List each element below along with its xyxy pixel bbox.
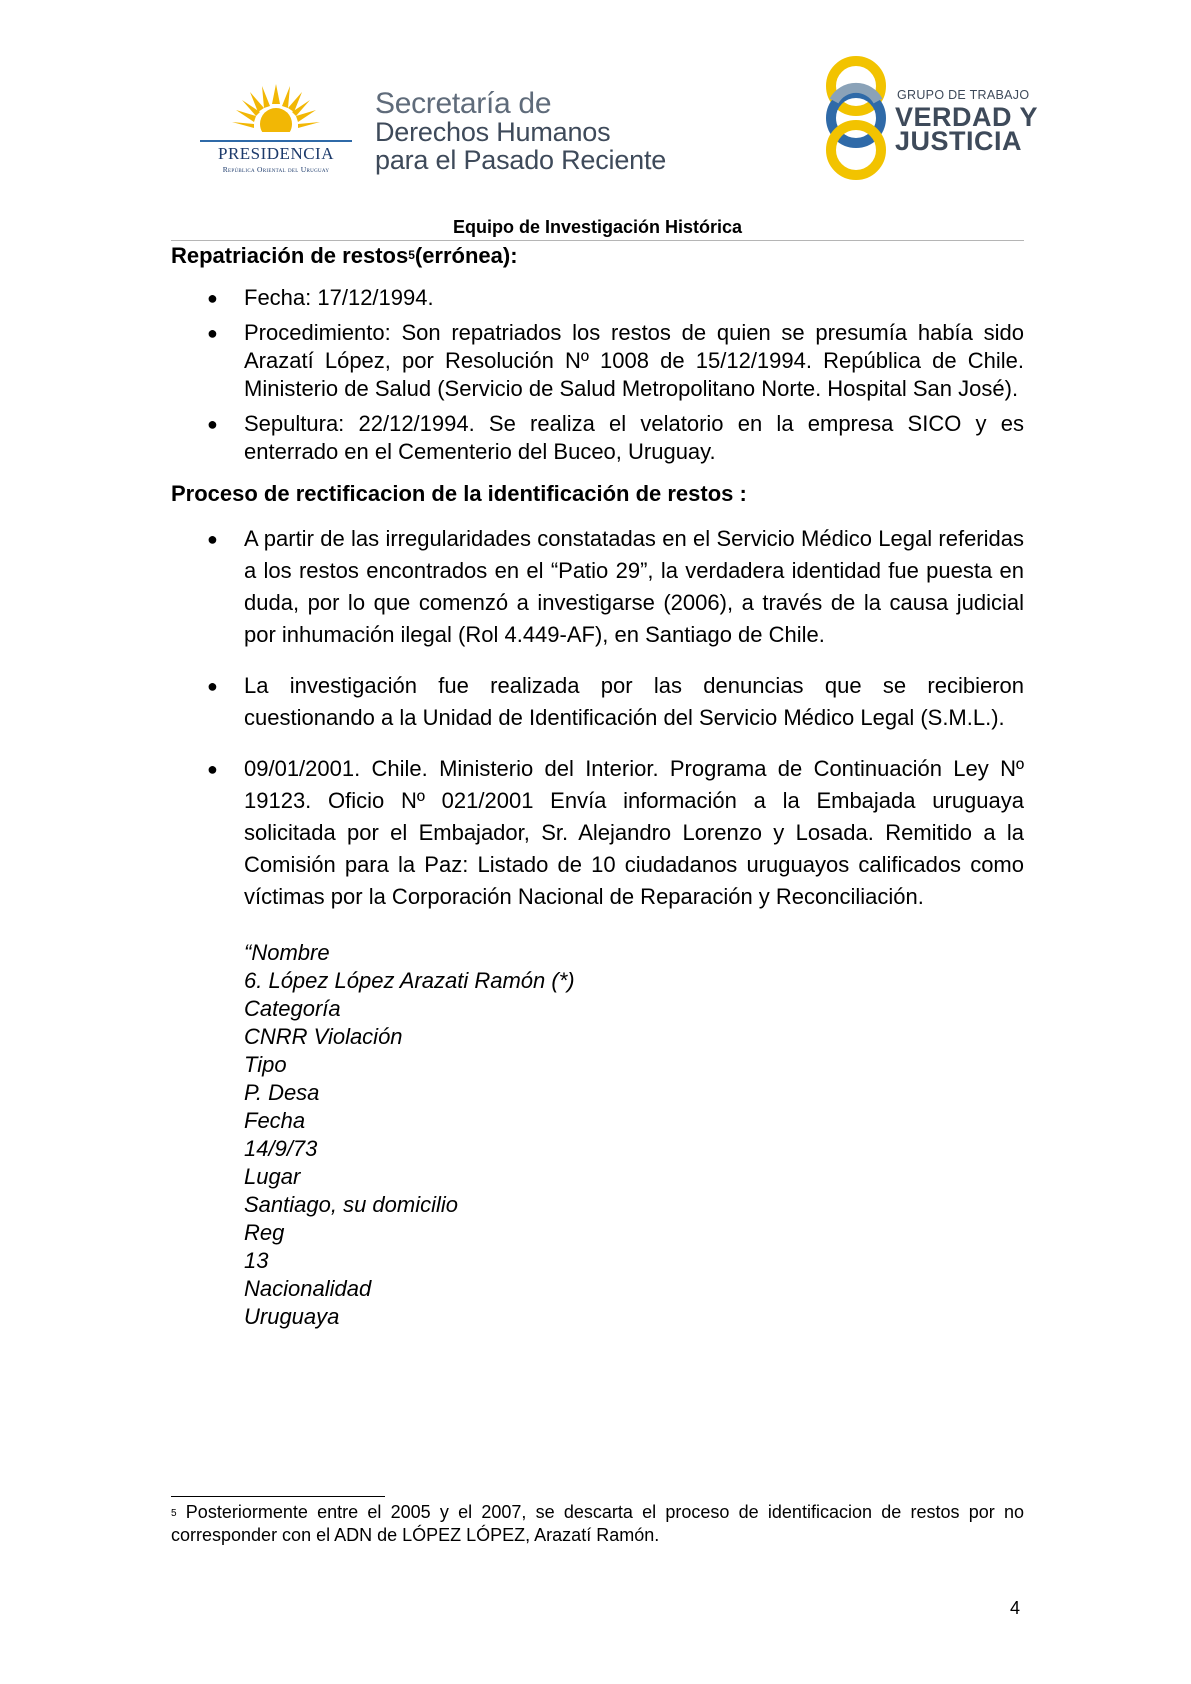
list-item-text: La investigación fue realizada por las denuncias que se recibieron cuestionando a la Unidad de Identificación del Servicio Médico Legal (S.M.L.). xyxy=(244,673,1024,730)
gtvj-small-label: GRUPO DE TRABAJO xyxy=(897,88,1030,102)
footnote-number: 5 xyxy=(171,1508,177,1519)
sun-emblem-icon xyxy=(230,82,322,140)
interlocking-rings-icon xyxy=(824,56,894,181)
list-item-text: A partir de las irregularidades constatadas en el Servicio Médico Legal referidas a los restos encontrados en el “Patio 29”, la verdadera identidad fue puesta en duda, por lo que comenzó a investigarse (2006), a través de la causa judicial por inhumación ilegal (Rol 4.449-AF), en Santiago de Chile. xyxy=(244,526,1024,647)
gtvj-logo xyxy=(824,56,1039,181)
presidencia-name: PRESIDENCIA xyxy=(217,144,334,163)
quote-line: Lugar xyxy=(244,1164,301,1189)
presidencia-logo xyxy=(196,82,356,177)
quoted-record xyxy=(244,939,1024,1331)
list-item xyxy=(171,284,1024,312)
secretaria-line-1: Secretaría de xyxy=(375,87,552,120)
footnote-rule xyxy=(171,1496,385,1497)
repatriacion-list xyxy=(171,284,1024,466)
presidencia-subtitle: República Oriental del Uruguay xyxy=(222,165,330,174)
footnote xyxy=(171,1501,1024,1547)
list-item xyxy=(171,319,1024,403)
bullet-icon: ● xyxy=(207,414,218,434)
list-item xyxy=(171,523,1024,651)
rectificacion-list xyxy=(171,523,1024,913)
bullet-icon: ● xyxy=(207,529,218,549)
list-item-text: Sepultura: 22/12/1994. Se realiza el velatorio en la empresa SICO y es enterrado en el Cementerio del Buceo, Uruguay. xyxy=(244,411,1024,464)
quote-line: CNRR Violación xyxy=(244,1024,403,1049)
footnote-text: Posteriormente entre el 2005 y el 2007, se descarta el proceso de identificacion de restos por no corresponder con el ADN de LÓPEZ LÓPEZ, Arazatí Ramón. xyxy=(171,1502,1024,1545)
secretaria-line-3: para el Pasado Reciente xyxy=(375,145,667,175)
quote-line: Fecha xyxy=(244,1108,306,1133)
header-rule xyxy=(171,240,1024,241)
quote-line: “Nombre xyxy=(244,940,330,965)
quote-line: 14/9/73 xyxy=(244,1136,318,1161)
bullet-icon: ● xyxy=(207,323,218,343)
secretaria-title xyxy=(375,87,667,175)
list-item-text: 09/01/2001. Chile. Ministerio del Interior. Programa de Continuación Ley Nº 19123. Oficio Nº 021/2001 Envía información a la Embajada uruguaya solicitada por el Embajador, Sr. Alejandro Lorenzo y Losada. Remitido a la Comisión para la Paz: Listado de 10 ciudadanos uruguayos calificados como víctimas por la Corporación Nacional de Reparación y Reconciliación. xyxy=(244,756,1024,909)
quote-line: Santiago, su domicilio xyxy=(244,1192,459,1217)
bullet-icon: ● xyxy=(207,676,218,696)
page-number: 4 xyxy=(1010,1598,1021,1618)
section-heading-rectificacion: Proceso de rectificacion de la identificación de restos : xyxy=(171,481,747,506)
quote-line: 13 xyxy=(244,1248,269,1273)
quote-line: Nacionalidad xyxy=(244,1276,372,1301)
bullet-icon: ● xyxy=(207,288,218,308)
list-item xyxy=(171,410,1024,466)
quote-line: P. Desa xyxy=(244,1080,320,1105)
quote-line: Reg xyxy=(244,1220,285,1245)
gtvj-big-label-1: VERDAD Y xyxy=(895,102,1039,132)
list-item xyxy=(171,670,1024,734)
heading-text-suffix: (errónea): xyxy=(414,243,518,268)
gtvj-big-label-2: JUSTICIA xyxy=(895,126,1023,156)
quote-line: 6. López López Arazati Ramón (*) xyxy=(244,968,575,993)
section-heading-repatriacion xyxy=(171,242,1024,270)
list-item xyxy=(171,753,1024,913)
bullet-icon: ● xyxy=(207,759,218,779)
footnote-marker: 5 xyxy=(408,248,415,262)
presidencia-rule xyxy=(200,140,352,142)
secretaria-line-2: Derechos Humanos xyxy=(375,117,611,147)
list-item-text: Procedimiento: Son repatriados los restos de quien se presumía había sido Arazatí López, por Resolución Nº 1008 de 15/12/1994. República de Chile. Ministerio de Salud (Servicio de Salud Metropolitano Norte. Hospital San José). xyxy=(244,320,1024,401)
team-header: Equipo de Investigación Histórica xyxy=(452,217,743,237)
document-body xyxy=(171,242,1024,1331)
heading-text: Repatriación de restos xyxy=(171,243,409,268)
list-item-text: Fecha: 17/12/1994. xyxy=(244,285,434,310)
quote-line: Categoría xyxy=(244,996,341,1021)
quote-line: Tipo xyxy=(244,1052,287,1077)
quote-line: Uruguaya xyxy=(244,1304,340,1329)
